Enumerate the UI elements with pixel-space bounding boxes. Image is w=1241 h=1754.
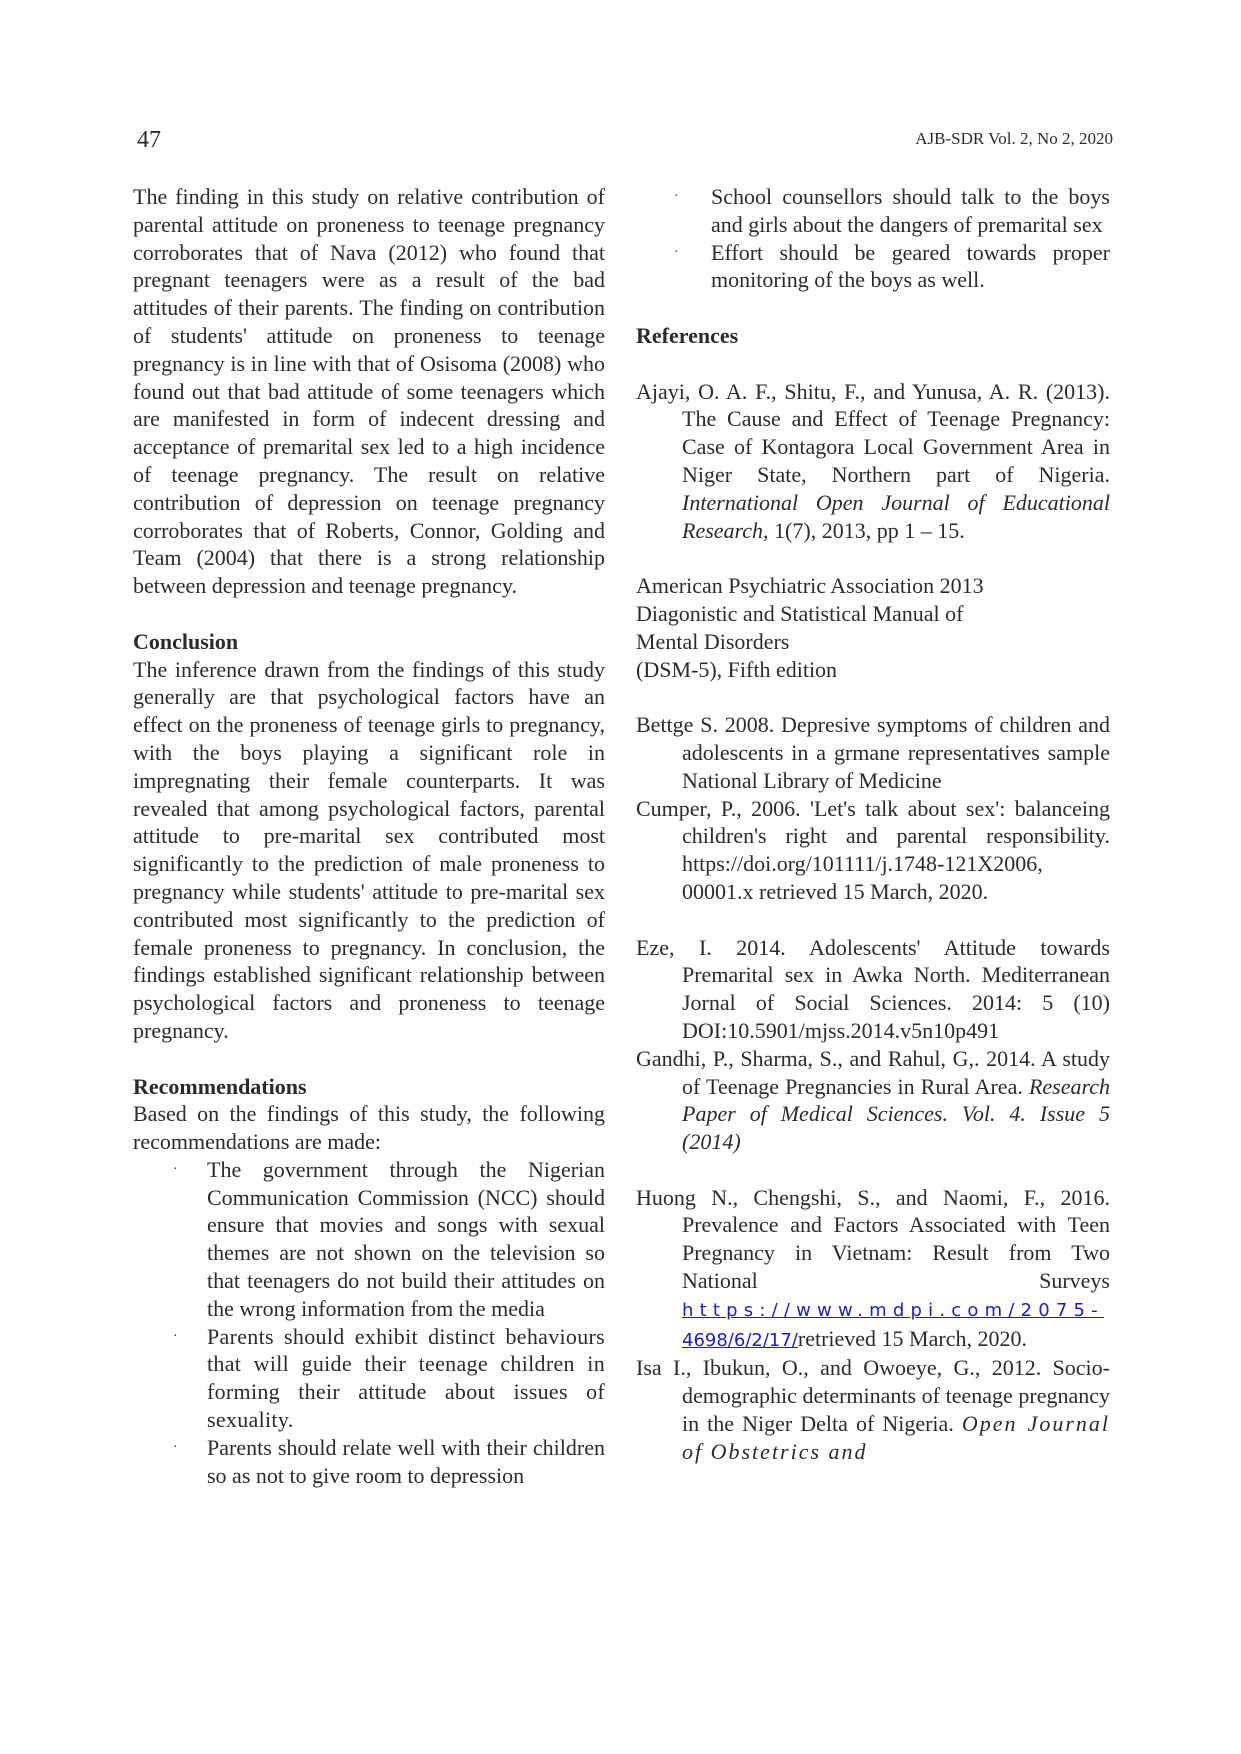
reference-gandhi <box>636 1045 1110 1156</box>
reference-cumper: Cumper, P., 2006. 'Let's talk about sex': balanceing children's right and parental responsibility. https://doi.org/101111/j.1748-121X2006, 00001.x retrieved 15 March, 2020. <box>636 795 1110 904</box>
page-number: 47 <box>137 127 161 153</box>
running-head: AJB-SDR Vol. 2, No 2, 2020 <box>915 129 1113 148</box>
recommendation-text: School counsellors should talk to the boys and girls about the dangers of premarital sex <box>711 184 1110 237</box>
reference-journal: Open Journal of Obstetrics and <box>682 1411 1111 1464</box>
reference-ajayi <box>636 378 1110 545</box>
recommendations-intro: Based on the findings of this study, the following recommendations are made: <box>133 1101 605 1155</box>
list-item <box>636 183 1110 239</box>
references-heading: References <box>636 322 739 348</box>
list-item <box>133 1156 605 1323</box>
list-item <box>636 239 1110 295</box>
reference-link[interactable]: 4698/6/2/17/ <box>682 1329 798 1351</box>
reference-eze: Eze, I. 2014. Adolescents' Attitude towards Premarital sex in Awka North. Mediterranean Jornal of Social Sciences. 2014: 5 (10) DOI:10.5901/mjss.2014.v5n10p491 <box>636 934 1110 1043</box>
bullet-icon: · <box>173 1161 178 1177</box>
reference-journal: Research Paper of Medical Sciences. Vol. 4. Issue 5 (2014) <box>682 1073 1110 1155</box>
reference-huong <box>636 1184 1110 1355</box>
reference-text: , 1(7), 2013, pp 1 – 15. <box>763 517 965 543</box>
discussion-paragraph: The finding in this study on relative contribution of parental attitude on proneness to teenage pregnancy corroborates that of Nava (2012) who found that pregnant teenagers were as a result of the bad attitudes of their parents. The finding on contribution of students' attitude on proneness to teenage pregnancy is in line with that of Osisoma (2008) who found out that bad attitude of some teenagers which are manifested in form of indecent dressing and acceptance of premarital sex led to a high incidence of teenage pregnancy. The result on relative contribution of depression on teenage pregnancy corroborates that of Roberts, Connor, Golding and Team (2004) that there is a strong relationship between depression and teenage pregnancy. <box>133 184 605 599</box>
recommendation-text: The government through the Nigerian Communication Commission (NCC) should ensure that movies and songs with sexual themes are not shown on the television so that teenagers do not build their attitudes on the wrong information from the media <box>207 1156 605 1321</box>
reference-apa <box>636 572 1110 683</box>
recommendation-text: Effort should be geared towards proper monitoring of the boys as well. <box>711 239 1110 293</box>
reference-bettge: Bettge S. 2008. Depresive symptoms of children and adolescents in a grmane representatives sample National Library of Medicine <box>636 712 1110 793</box>
recommendations-list-continued <box>636 183 1110 294</box>
reference-journal: International Open Journal of Educational Research <box>682 489 1110 543</box>
left-column <box>133 183 605 1489</box>
recommendations-list <box>133 1156 605 1490</box>
reference-isa <box>636 1354 1110 1465</box>
bullet-icon: · <box>674 189 679 204</box>
recommendation-text: Parents should relate well with their children so as not to give room to depression <box>207 1434 605 1488</box>
conclusion-heading: Conclusion <box>133 628 239 654</box>
reference-text: (DSM-5), Fifth edition <box>636 656 838 682</box>
conclusion-body: The inference drawn from the findings of this study generally are that psychological factors have an effect on the proneness of teenage girls to pregnancy, with the boys playing a significant role in impregnating their female counterparts. It was revealed that among psychological factors, parental attitude to pre-marital sex contributed most significantly to the prediction of male proneness to pregnancy while students' attitude to pre-marital sex contributed most significantly to the prediction of female proneness to pregnancy. In conclusion, the findings established significant relationship between psychological factors and proneness to teenage pregnancy. <box>133 656 605 1043</box>
list-item <box>133 1434 605 1490</box>
recommendations-heading: Recommendations <box>133 1073 307 1099</box>
reference-text: Mental Disorders <box>636 628 790 654</box>
reference-text: Gandhi, P., Sharma, S., and Rahul, G,. 2014. A study of Teenage Pregnancies in Rural Area. <box>636 1045 1110 1099</box>
reference-text: retrieved 15 March, 2020. <box>797 1325 1027 1351</box>
reference-text: Isa I., Ibukun, O., and Owoeye, G., 2012. Socio-demographic determinants of teenage pregnancy in the Niger Delta of Nigeria. <box>636 1355 1110 1437</box>
bullet-icon: · <box>674 244 679 260</box>
reference-text: Diagonistic and Statistical Manual of <box>636 600 964 626</box>
reference-link[interactable]: https://www.mdpi.com/2075- <box>682 1299 1104 1321</box>
recommendation-text: Parents should exhibit distinct behaviours that will guide their teenage children in forming their attitude about issues of sexuality. <box>207 1323 605 1433</box>
reference-text: American Psychiatric Association 2013 <box>636 573 984 599</box>
list-item <box>133 1323 605 1434</box>
right-column <box>636 183 1110 1466</box>
reference-text: Ajayi, O. A. F., Shitu, F., and Yunusa, A. R. (2013). The Cause and Effect of Teenage Pregnancy: Case of Kontagora Local Government Area in Niger State, Northern part of Nigeria. <box>636 378 1110 487</box>
bullet-icon: · <box>173 1439 178 1455</box>
bullet-icon: · <box>173 1328 178 1344</box>
reference-text: Huong N., Chengshi, S., and Naomi, F., 2016. Prevalence and Factors Associated with Teen Pregnancy in Vietnam: Result from Two National Surveys <box>636 1184 1110 1294</box>
